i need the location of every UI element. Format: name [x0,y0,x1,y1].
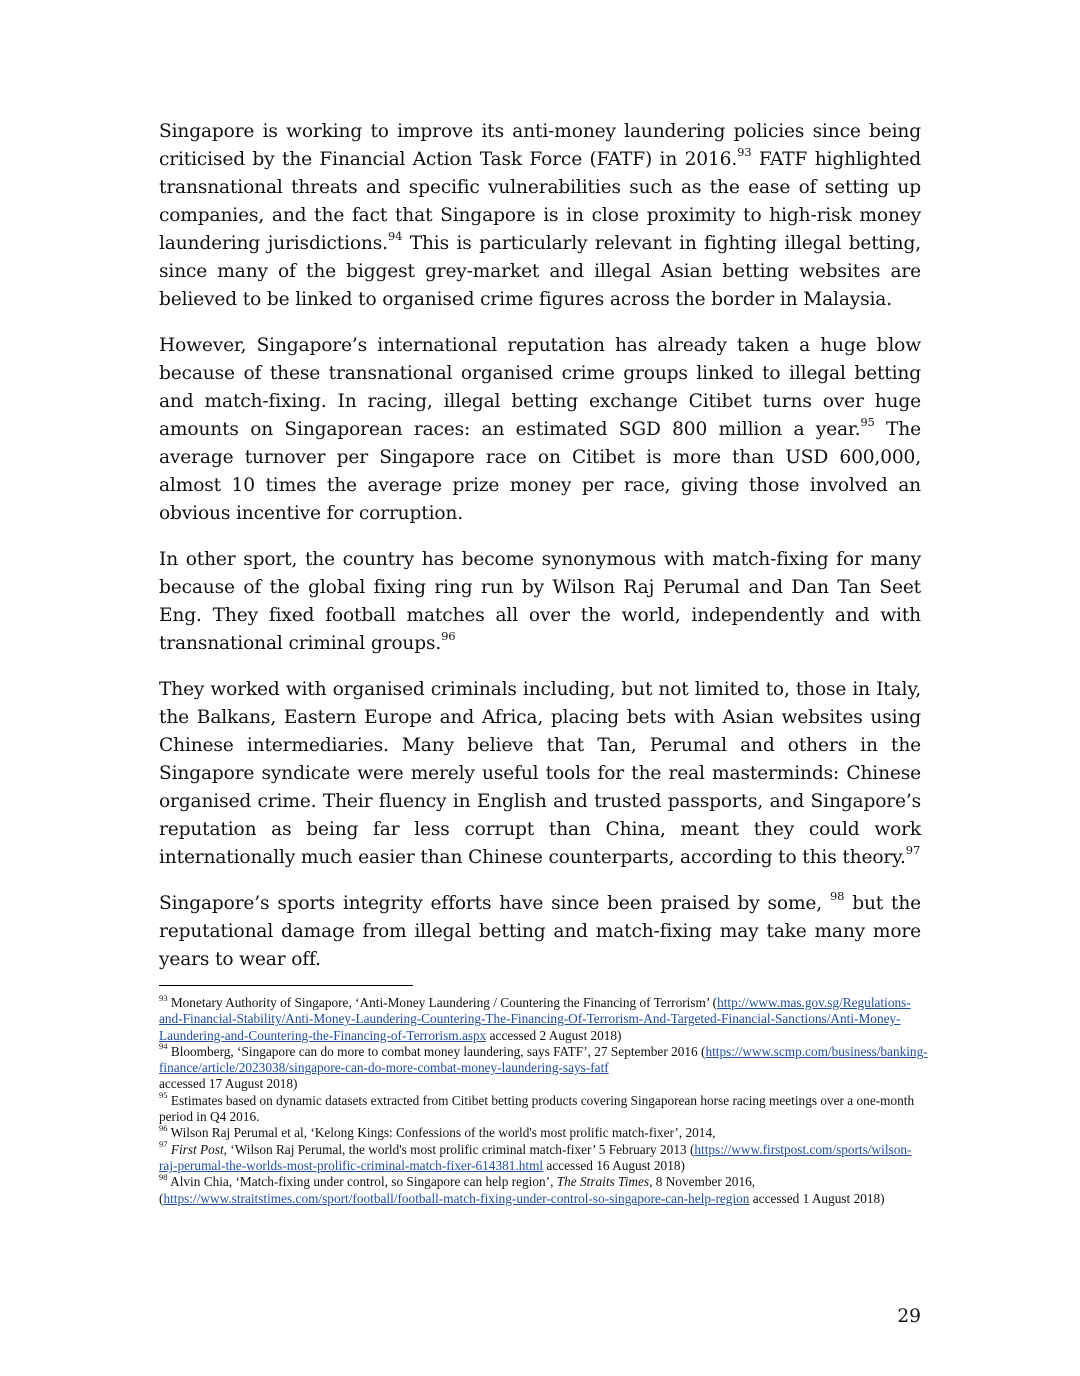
paragraph [159,332,921,528]
footnote-text: accessed 1 August 2018) [749,1190,885,1206]
paragraph [159,118,921,314]
paragraph-text: In other sport, the country has become synonymous with match-fixing for many because of the global fixing ring run by Wilson Raj Perumal and Dan Tan Seet Eng. They fixed football matches all over the world, independently and with transnational criminal groups. [159,549,921,654]
footnote-number: 96 [159,1122,168,1133]
body-text [159,118,921,992]
footnote-text: ‘Wilson Raj Perumal, the world's most prolific criminal match-fixer’ 5 February 2013 ( [226,1141,695,1157]
footnote-98 [159,1171,929,1207]
footnote-number: 95 [159,1090,168,1101]
footnote-text: Bloomberg, ‘Singapore can do more to combat money laundering, says FATF’, 27 September 2016 ( [167,1043,706,1059]
footnote-text: Estimates based on dynamic datasets extracted from Citibet betting products covering Singaporean horse racing meetings over a one-month period in Q4 2016. [159,1092,915,1125]
footnote-96 [159,1122,929,1141]
paragraph-text: FATF highlighted transnational threats and specific vulnerabilities such as the ease of setting up companies, and the fact that Singapore is in close proximity to high-risk money laundering jurisdictions. [159,149,921,254]
footnote-number: 93 [159,992,168,1003]
paragraph-text: They worked with organised criminals including, but not limited to, those in Italy, the Balkans, Eastern Europe and Africa, placing bets with Asian websites using Chinese intermediaries. Many believe that Tan, Perumal and others in the Singapore syndicate were merely useful tools for the real masterminds: Chinese organised crime. Their fluency in English and trusted passports, and Singapore’s reputation as being far less corrupt than China, meant they could work internationally much easier than Chinese counterparts, according to this theory. [159,679,921,868]
footnote-link[interactable]: https://www.scmp.com/business/banking-finance/article/2023038/singapore-can-do-more-combat-money-laundering-says-fatf [159,1043,928,1076]
footnote-93 [159,992,929,1044]
footnote-text: accessed 16 August 2018) [543,1157,685,1173]
publication-name: First Post, [170,1141,227,1157]
footnote-divider [159,985,413,986]
footnote-ref[interactable]: 94 [387,228,403,243]
footnote-97 [159,1139,929,1175]
paragraph-text: However, Singapore’s international reputation has already taken a huge blow because of these transnational organised crime groups linked to illegal betting and match-fixing. In racing, illegal betting exchange Citibet turns over huge amounts on Singaporean races: an estimated SGD 800 million a year. [159,335,921,440]
paragraph-text: This is particularly relevant in fighting illegal betting, since many of the biggest grey-market and illegal Asian betting websites are believed to be linked to organised crime figures across the border in Malaysia. [159,233,921,310]
footnote-number: 97 [159,1139,168,1150]
footnote-text: Monetary Authority of Singapore, ‘Anti-Money Laundering / Countering the Financing of Terrorism’ ( [167,995,718,1010]
paragraph-text: Singapore’s sports integrity efforts have since been praised by some, [159,893,830,914]
footnote-ref[interactable]: 95 [860,414,875,429]
paragraph [159,890,921,974]
paragraph-text: but the reputational damage from illegal betting and match-fixing may take many more years to wear off. [159,893,922,970]
page-number: 29 [897,1306,921,1327]
footnotes [159,992,929,1207]
footnote-ref[interactable]: 97 [905,842,921,857]
footnote-ref[interactable]: 96 [441,628,456,643]
footnote-text: Alvin Chia, ‘Match-fixing under control, so Singapore can help region’, [167,1174,557,1190]
footnote-94 [159,1041,929,1093]
footnote-95 [159,1090,929,1126]
footnote-link[interactable]: https://www.straitstimes.com/sport/football/football-match-fixing-under-control-so-singapore-can-help-region [163,1190,750,1206]
footnote-number: 98 [159,1171,168,1182]
footnote-ref[interactable]: 93 [737,144,752,159]
footnote-number: 94 [159,1041,168,1052]
paragraph [159,676,921,872]
footnote-text: accessed 2 August 2018) [486,1027,622,1043]
footnote-link[interactable]: https://www.firstpost.com/sports/wilson-raj-perumal-the-worlds-most-prolific-criminal-match-fixer-614381.html [159,1141,912,1173]
publication-name: The Straits Times, [556,1174,653,1190]
paragraph [159,546,921,658]
paragraph-text: Singapore is working to improve its anti-money laundering policies since being criticised by the Financial Action Task Force (FATF) in 2016. [159,121,921,170]
footnote-text: accessed 17 August 2018) [159,1076,298,1092]
footnote-ref[interactable]: 98 [829,888,845,903]
footnote-link[interactable]: http://www.mas.gov.sg/Regulations-and-Financial-Stability/Anti-Money-Laundering-Countering-The-Financing-Of-Terrorism-And-Targeted-Financial-Sanctions/Anti-Money-Laundering-and-Countering-the-Financing-of-Terrorism.aspx [159,995,911,1043]
footnote-text: Wilson Raj Perumal et al, ‘Kelong Kings: Confessions of the world's most prolific match-fixer’, 2014, [167,1125,716,1141]
footnote-text: 8 November 2016, ( [159,1174,756,1206]
paragraph-text: The average turnover per Singapore race on Citibet is more than USD 600,000, almost 10 times the average prize money per race, giving those involved an obvious incentive for corruption. [159,419,921,524]
